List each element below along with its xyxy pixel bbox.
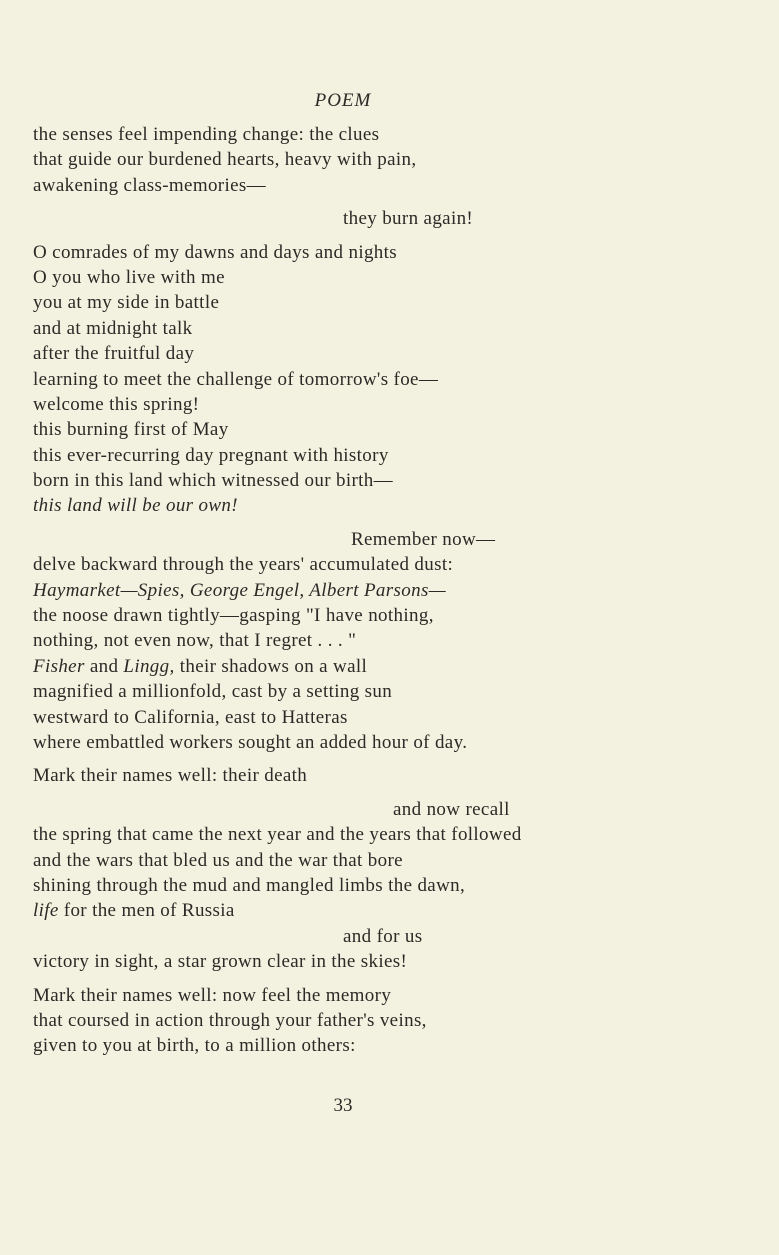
poem-line: nothing, not even now, that I regret . . . " xyxy=(33,630,357,652)
poem-line: Mark their names well: now feel the memory xyxy=(33,984,392,1006)
stanza-gap xyxy=(33,198,759,206)
poem-line: learning to meet the challenge of tomorrow's foe— xyxy=(33,368,439,390)
poem-line: this ever-recurring day pregnant with history xyxy=(33,444,389,466)
poem-line: after the fruitful day xyxy=(33,343,195,365)
poem-line: given to you at birth, to a million others: xyxy=(33,1035,356,1057)
italic-text: life xyxy=(33,900,59,922)
poem-line: and for us xyxy=(343,925,423,947)
poem-line: and now recall xyxy=(393,798,510,820)
poem-line: the senses feel impending change: the clues xyxy=(33,124,380,145)
italic-text: Lingg, xyxy=(123,655,175,677)
poem-line: Mark their names well: their death xyxy=(33,765,308,787)
poem-line: Haymarket—Spies, George Engel, Albert Parsons— xyxy=(33,579,446,601)
text-run: for the men of Russia xyxy=(58,900,235,922)
text-run: their shadows on a wall xyxy=(174,655,368,677)
poem-line: awakening class-memories— xyxy=(33,174,266,196)
italic-text: Fisher xyxy=(33,655,85,677)
poem-line: and at midnight talk xyxy=(33,317,193,339)
poem-line: that coursed in action through your father's veins, xyxy=(33,1009,427,1031)
poem-body xyxy=(33,122,759,1059)
poem-line: victory in sight, a star grown clear in the skies! xyxy=(33,951,408,973)
poem-line: and the wars that bled us and the war that bore xyxy=(33,849,403,871)
poem-line: shining through the mud and mangled limbs the dawn, xyxy=(33,874,466,896)
stanza-gap xyxy=(33,232,759,240)
poem-line: Remember now— xyxy=(351,528,496,550)
poem-line: they burn again! xyxy=(343,208,474,230)
stanza-gap xyxy=(33,789,759,797)
text-run: and xyxy=(84,655,124,677)
page-number: 33 xyxy=(333,1095,353,1116)
poem-line: magnified a millionfold, cast by a setting sun xyxy=(33,681,393,703)
poem-line: delve backward through the years' accumulated dust: xyxy=(33,554,454,576)
running-head-title: POEM xyxy=(314,90,372,111)
poem-line xyxy=(33,898,759,923)
stanza-gap xyxy=(33,975,759,983)
poem-line: that guide our burdened hearts, heavy with pain, xyxy=(33,149,417,171)
poem-line: this land will be our own! xyxy=(33,495,238,517)
poem-line: welcome this spring! xyxy=(33,393,200,415)
stanza-gap xyxy=(33,519,759,527)
stanza-gap xyxy=(33,755,759,763)
poem-line: the spring that came the next year and the years that followed xyxy=(33,824,522,846)
poem-line: O you who live with me xyxy=(33,266,225,288)
poem-line: this burning first of May xyxy=(33,419,229,441)
poem-line: born in this land which witnessed our birth— xyxy=(33,470,393,492)
poem-line xyxy=(33,654,759,679)
poem-line: O comrades of my dawns and days and nights xyxy=(33,241,398,263)
poem-line: where embattled workers sought an added hour of day. xyxy=(33,731,468,753)
poem-line: you at my side in battle xyxy=(33,292,220,314)
poem-line: westward to California, east to Hatteras xyxy=(33,706,348,728)
poem-line: the noose drawn tightly—gasping "I have nothing, xyxy=(33,605,434,627)
